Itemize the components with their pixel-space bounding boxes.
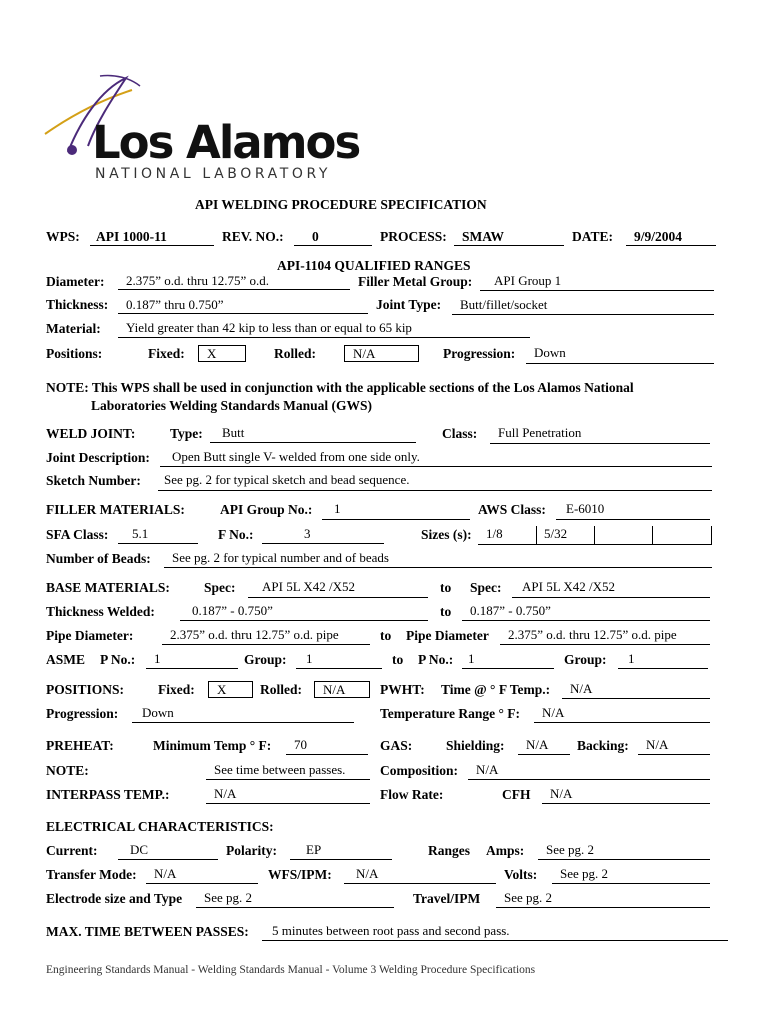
- aws-class-value: E-6010: [566, 501, 605, 516]
- thickness-value: 0.187” thru 0.750”: [126, 297, 224, 312]
- spec2-underline: [512, 597, 710, 598]
- time-temp-value: N/A: [570, 681, 593, 696]
- temp-range-label: Temperature Range ° F:: [380, 706, 521, 721]
- weld-type-value: Butt: [222, 425, 245, 440]
- weld-type-label: Type:: [170, 426, 203, 441]
- size-cell[interactable]: 1/8: [486, 526, 503, 541]
- gas-label: GAS:: [380, 738, 413, 753]
- temp-range-value: N/A: [542, 705, 565, 720]
- positions2-label: POSITIONS:: [46, 682, 125, 697]
- spec-underline: [248, 597, 428, 598]
- group2-underline: [618, 668, 708, 669]
- cfh-underline: [542, 803, 710, 804]
- preheat-label: PREHEAT:: [46, 738, 114, 753]
- asme-label: ASME: [46, 652, 86, 667]
- preheat-note-label: NOTE:: [46, 763, 89, 778]
- pno-to-label: to: [392, 652, 404, 667]
- thickness-label: Thickness:: [46, 297, 109, 312]
- process-underline: [454, 245, 564, 246]
- weld-class-label: Class:: [442, 426, 478, 441]
- pipe2-label: Pipe Diameter: [406, 628, 489, 643]
- spec-to-label: to: [440, 580, 452, 595]
- wps-underline: [90, 245, 214, 246]
- wps-value: API 1000-11: [96, 229, 167, 244]
- pipe-diameter-label: Pipe Diameter:: [46, 628, 134, 643]
- amps-underline: [538, 859, 710, 860]
- sfa-class-label: SFA Class:: [46, 527, 109, 542]
- interpass-label: INTERPASS TEMP.:: [46, 787, 170, 802]
- filler-group-value: API Group 1: [494, 273, 562, 288]
- pipe-diameter-value: 2.375” o.d. thru 12.75” o.d. pipe: [170, 627, 339, 642]
- weld-joint-label: WELD JOINT:: [46, 426, 136, 441]
- group2-value: 1: [628, 651, 635, 666]
- pos-fixed-label: Fixed:: [158, 682, 195, 697]
- pno2-underline: [462, 668, 554, 669]
- polarity-value: EP: [306, 842, 322, 857]
- beads-value: See pg. 2 for typical number and of beads: [172, 550, 389, 565]
- spec-label: Spec:: [204, 580, 236, 595]
- pos-fixed-box[interactable]: X: [208, 681, 253, 698]
- logo-name: Los Alamos: [92, 116, 360, 169]
- pipe2-value: 2.375” o.d. thru 12.75” o.d. pipe: [508, 627, 677, 642]
- wfs-value: N/A: [356, 866, 379, 881]
- pno2-label: P No.:: [418, 652, 454, 667]
- size-cell[interactable]: 5/32: [544, 526, 568, 541]
- sketch-underline: [158, 490, 712, 491]
- aws-class-label: AWS Class:: [478, 502, 546, 517]
- max-time-underline: [262, 940, 728, 941]
- rev-label: REV. NO.:: [222, 229, 284, 244]
- travel-label: Travel/IPM: [413, 891, 481, 906]
- api-group-value: 1: [334, 501, 341, 516]
- thick-welded-value: 0.187” - 0.750”: [192, 603, 273, 618]
- filler-group-underline: [480, 290, 714, 291]
- positions-label: Positions:: [46, 346, 103, 361]
- min-temp-value: 70: [294, 737, 307, 752]
- material-label: Material:: [46, 321, 101, 336]
- electrical-label: ELECTRICAL CHARACTERISTICS:: [46, 819, 274, 834]
- thick2-underline: [462, 620, 710, 621]
- group2-label: Group:: [564, 652, 607, 667]
- spec-value: API 5L X42 /X52: [262, 579, 356, 594]
- progression-label: Progression:: [443, 346, 516, 361]
- electrode-underline: [196, 907, 394, 908]
- interpass-underline: [206, 803, 370, 804]
- wps-label: WPS:: [46, 229, 80, 244]
- ranges-heading: API-1104 QUALIFIED RANGES: [277, 258, 471, 273]
- rolled-box[interactable]: N/A: [344, 345, 419, 362]
- fno-label: F No.:: [218, 527, 254, 542]
- pipe-to-label: to: [380, 628, 392, 643]
- size-divider: [536, 526, 537, 544]
- pos-prog-underline: [132, 722, 354, 723]
- thick2-value: 0.187” - 0.750”: [470, 603, 551, 618]
- sfa-class-value: 5.1: [132, 526, 149, 541]
- joint-desc-value: Open Butt single V- welded from one side only.: [172, 449, 420, 464]
- spec2-value: API 5L X42 /X52: [522, 579, 616, 594]
- transfer-value: N/A: [154, 866, 177, 881]
- process-label: PROCESS:: [380, 229, 447, 244]
- shielding-value: N/A: [526, 737, 549, 752]
- beads-label: Number of Beads:: [46, 551, 151, 566]
- spec2-label: Spec:: [470, 580, 502, 595]
- pno-value: 1: [154, 651, 161, 666]
- group-value: 1: [306, 651, 313, 666]
- preheat-note-underline: [206, 779, 370, 780]
- fixed-label: Fixed:: [148, 346, 185, 361]
- current-label: Current:: [46, 843, 98, 858]
- fixed-box[interactable]: X: [198, 345, 246, 362]
- thick-to-label: to: [440, 604, 452, 619]
- backing-underline: [638, 754, 710, 755]
- sfa-class-underline: [118, 543, 198, 544]
- weld-class-value: Full Penetration: [498, 425, 582, 440]
- time-temp-label: Time @ ° F Temp.:: [441, 682, 551, 697]
- logo-subtitle: NATIONAL LABORATORY: [95, 166, 332, 182]
- fno-value: 3: [304, 526, 311, 541]
- rev-value: 0: [312, 229, 319, 244]
- wfs-underline: [344, 883, 496, 884]
- thick-welded-label: Thickness Welded:: [46, 604, 155, 619]
- max-time-value: 5 minutes between root pass and second pass.: [272, 923, 510, 938]
- pipe-diameter-underline: [162, 644, 370, 645]
- fno-underline: [262, 543, 384, 544]
- amps-label: Amps:: [486, 843, 525, 858]
- diameter-label: Diameter:: [46, 274, 105, 289]
- backing-value: N/A: [646, 737, 669, 752]
- process-value: SMAW: [462, 229, 505, 244]
- material-value: Yield greater than 42 kip to less than or equal to 65 kip: [126, 320, 412, 335]
- interpass-value: N/A: [214, 786, 237, 801]
- page-title: API WELDING PROCEDURE SPECIFICATION: [195, 197, 487, 212]
- current-value: DC: [130, 842, 149, 857]
- pos-prog-label: Progression:: [46, 706, 119, 721]
- diameter-value: 2.375” o.d. thru 12.75” o.d.: [126, 273, 269, 288]
- shielding-underline: [518, 754, 570, 755]
- pos-rolled-label: Rolled:: [260, 682, 302, 697]
- weld-class-underline: [490, 443, 710, 444]
- composition-label: Composition:: [380, 763, 459, 778]
- ranges-label: Ranges: [428, 843, 471, 858]
- group-underline: [296, 668, 382, 669]
- preheat-note-value: See time between passes.: [214, 762, 346, 777]
- electrode-label: Electrode size and Type: [46, 891, 183, 906]
- composition-underline: [468, 779, 710, 780]
- date-underline: [626, 245, 716, 246]
- joint-desc-underline: [160, 466, 712, 467]
- transfer-label: Transfer Mode:: [46, 867, 137, 882]
- composition-value: N/A: [476, 762, 499, 777]
- time-temp-underline: [562, 698, 710, 699]
- progression-value: Down: [534, 345, 566, 360]
- transfer-underline: [146, 883, 258, 884]
- joint-desc-label: Joint Description:: [46, 450, 150, 465]
- api-group-label: API Group No.:: [220, 502, 313, 517]
- volts-underline: [552, 883, 710, 884]
- pno-label: P No.:: [100, 652, 136, 667]
- aws-class-underline: [556, 519, 710, 520]
- temp-range-underline: [534, 722, 710, 723]
- max-time-label: MAX. TIME BETWEEN PASSES:: [46, 924, 249, 939]
- sketch-label: Sketch Number:: [46, 473, 141, 488]
- base-label: BASE MATERIALS:: [46, 580, 170, 595]
- group-label: Group:: [244, 652, 287, 667]
- pipe2-underline: [500, 644, 710, 645]
- material-underline: [118, 337, 530, 338]
- filler-label: FILLER MATERIALS:: [46, 502, 185, 517]
- shielding-label: Shielding:: [446, 738, 505, 753]
- filler-group-label: Filler Metal Group:: [358, 274, 473, 289]
- note-line-2: Laboratories Welding Standards Manual (GWS): [91, 398, 373, 413]
- weld-type-underline: [210, 442, 416, 443]
- rolled-label: Rolled:: [274, 346, 316, 361]
- pos-prog-value: Down: [142, 705, 174, 720]
- rev-underline: [294, 245, 372, 246]
- api-group-underline: [322, 519, 470, 520]
- size-divider: [711, 526, 712, 544]
- polarity-underline: [290, 859, 392, 860]
- sketch-value: See pg. 2 for typical sketch and bead sequence.: [164, 472, 410, 487]
- volts-value: See pg. 2: [560, 866, 609, 881]
- joint-type-underline: [452, 314, 714, 315]
- size-divider: [594, 526, 595, 544]
- backing-label: Backing:: [577, 738, 629, 753]
- polarity-label: Polarity:: [226, 843, 277, 858]
- amps-value: See pg. 2: [546, 842, 595, 857]
- cfh-label: CFH: [502, 787, 531, 802]
- min-temp-underline: [286, 754, 368, 755]
- travel-underline: [496, 907, 710, 908]
- page-footer: Engineering Standards Manual - Welding Standards Manual - Volume 3 Welding Procedure Specifications: [46, 964, 536, 976]
- pwht-label: PWHT:: [380, 682, 425, 697]
- pno-underline: [146, 668, 238, 669]
- min-temp-label: Minimum Temp ° F:: [153, 738, 272, 753]
- electrode-value: See pg. 2: [204, 890, 253, 905]
- pno2-value: 1: [468, 651, 475, 666]
- flow-rate-label: Flow Rate:: [380, 787, 444, 802]
- cfh-value: N/A: [550, 786, 573, 801]
- thickness-underline: [118, 313, 368, 314]
- thick-welded-underline: [180, 620, 428, 621]
- pos-rolled-box[interactable]: N/A: [314, 681, 370, 698]
- joint-type-label: Joint Type:: [376, 297, 442, 312]
- note-line-1: NOTE: This WPS shall be used in conjunction with the applicable sections of the Los Alamos National: [46, 380, 634, 395]
- joint-type-value: Butt/fillet/socket: [460, 297, 548, 312]
- diameter-underline: [118, 289, 350, 290]
- travel-value: See pg. 2: [504, 890, 553, 905]
- volts-label: Volts:: [504, 867, 538, 882]
- date-value: 9/9/2004: [634, 229, 683, 244]
- date-label: DATE:: [572, 229, 614, 244]
- progression-underline: [526, 363, 714, 364]
- wfs-label: WFS/IPM:: [268, 867, 332, 882]
- current-underline: [118, 859, 218, 860]
- beads-underline: [164, 567, 712, 568]
- sizes-table: [478, 526, 712, 545]
- size-divider: [652, 526, 653, 544]
- sizes-label: Sizes (s):: [421, 527, 472, 542]
